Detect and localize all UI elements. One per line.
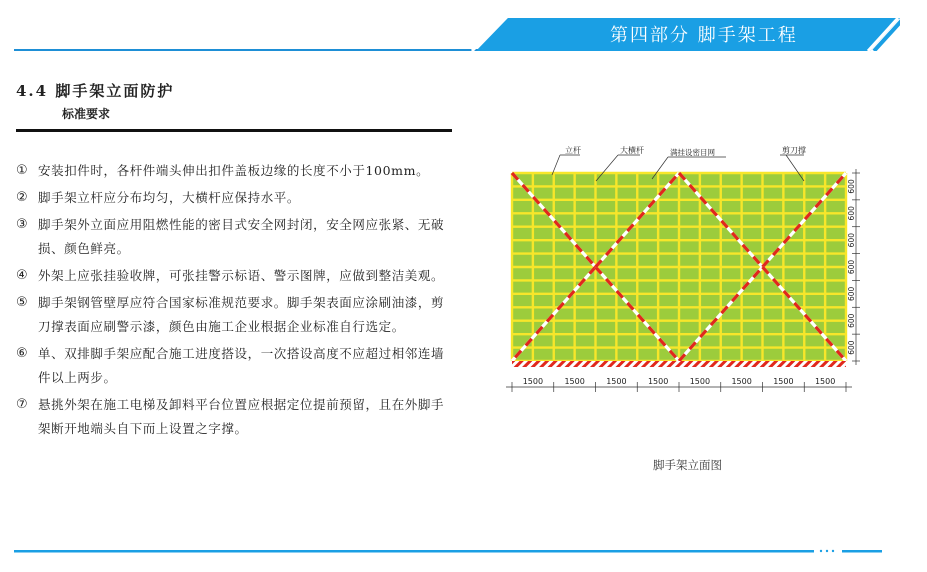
item-number: ③ [16, 217, 29, 232]
lift-dimension-label: 600 [847, 232, 856, 248]
item-text: 安装扣件时，各杆件端头伸出扣件盖板边缘的长度不小于100mm。 [38, 163, 430, 178]
item-number: ⑦ [16, 397, 29, 412]
bay-dimension-label: 1500 [564, 377, 585, 386]
item-text: 单、双排脚手架应配合施工进度搭设，一次搭设高度不应超过相邻连墙件以上两步。 [38, 346, 445, 385]
base-hatch [512, 361, 846, 367]
item-number: ⑤ [16, 295, 29, 310]
lift-dimension-label: 600 [847, 179, 856, 194]
bay-dimension-label: 1500 [689, 377, 711, 386]
bay-dimension-label: 1500 [731, 377, 752, 386]
lift-dimension-label: 600 [847, 286, 856, 302]
item-number: ① [16, 163, 29, 178]
bay-dimension-label: 1500 [522, 377, 544, 386]
header-rule [14, 49, 494, 51]
bay-dimension-label: 1500 [606, 377, 627, 386]
section-divider [16, 129, 452, 132]
list-item [16, 159, 456, 183]
label-net: 满挂设密目网 [670, 148, 715, 157]
item-text: 悬挑外架在施工电梯及卸料平台位置应根据定位提前预留，且在外脚手架断开地端头自下而上设置之字撑。 [38, 397, 445, 436]
item-number: ② [16, 190, 29, 205]
lift-dimensions [847, 169, 860, 365]
lift-dimension-label: 600 [847, 340, 856, 355]
lift-dimension-label: 600 [847, 206, 856, 221]
bay-dimension-label: 1500 [647, 377, 669, 386]
header-title: 第四部分 脚手架工程 [610, 25, 798, 46]
lift-dimension-label: 600 [847, 313, 856, 328]
item-text: 脚手架立杆应分布均匀，大横杆应保持水平。 [38, 190, 301, 205]
list-item [16, 264, 456, 288]
item-text: 脚手架外立面应用阻燃性能的密目式安全网封闭，安全网应张紧、无破损、颜色鲜亮。 [38, 217, 445, 256]
requirement-list [16, 159, 456, 444]
section-title: 4.4 脚手架立面防护 [16, 82, 175, 100]
label-ledger: 大横杆 [620, 146, 644, 155]
list-item [16, 186, 456, 210]
item-text: 外架上应张挂验收牌，可张挂警示标语、警示图牌，应做到整洁美观。 [38, 268, 445, 283]
list-item [16, 393, 456, 441]
item-text: 脚手架钢管壁厚应符合国家标准规范要求。脚手架表面应涂刷油漆，剪刀撑表面应刷警示漆，颜色由施工企业根据企业标准自行选定。 [38, 295, 445, 334]
label-pole: 立杆 [565, 146, 581, 155]
list-item [16, 291, 456, 339]
bay-dimension-label: 1500 [773, 377, 794, 386]
label-brace: 剪刀撑 [782, 146, 806, 155]
section-subtitle: 标准要求 [62, 107, 111, 121]
bay-dimension-label: 1500 [814, 377, 836, 386]
list-item [16, 342, 456, 390]
list-item [16, 213, 456, 261]
scaffold-elevation-diagram [500, 143, 860, 403]
lift-dimension-label: 600 [847, 259, 856, 275]
bay-dimensions [506, 377, 852, 392]
item-number: ④ [16, 268, 29, 283]
footer-rule [14, 547, 886, 555]
diagram-caption: 脚手架立面图 [653, 458, 722, 472]
item-number: ⑥ [16, 346, 29, 361]
